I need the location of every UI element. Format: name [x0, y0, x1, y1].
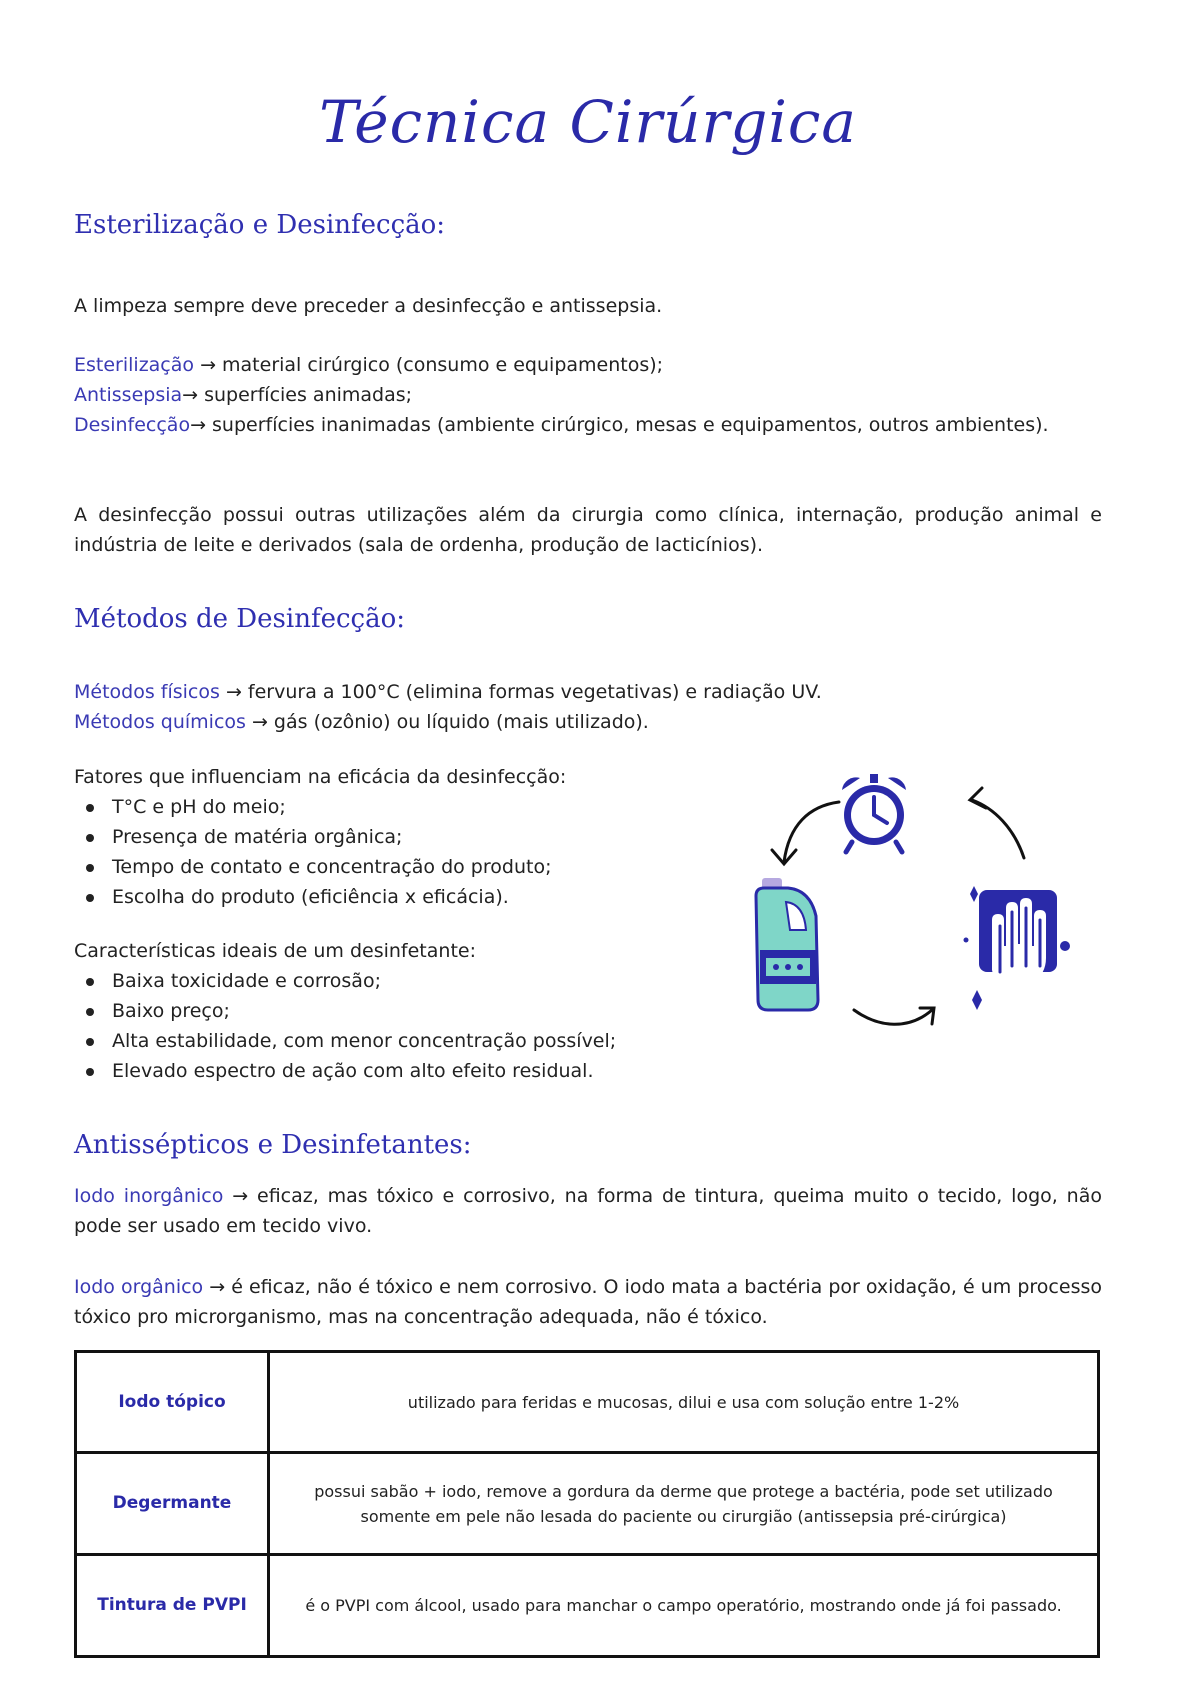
page-title: Técnica Cirúrgica [319, 88, 857, 156]
list-item: Presença de matéria orgânica; [74, 822, 774, 852]
term-organic-iodine: Iodo orgânico [74, 1276, 204, 1298]
definition-text: → superfícies animadas; [182, 384, 413, 406]
definition-text: → material cirúrgico (consumo e equipamentos); [194, 354, 664, 376]
definition-text: → superfícies inanimadas (ambiente cirúrgico, mesas e equipamentos, outros ambientes). [190, 414, 1049, 436]
term-inorganic-iodine: Iodo inorgânico [74, 1185, 224, 1207]
paragraph-text: → eficaz, mas tóxico e corrosivo, na forma de tintura, queima muito o tecido, logo, não pode ser usado em tecido vivo. [74, 1185, 1102, 1237]
cycle-arrow-icon [970, 788, 1024, 858]
alarm-clock-icon [842, 774, 906, 852]
paragraph-organic-iodine [74, 1272, 1102, 1332]
table-cell-description: possui sabão + iodo, remove a gordura da derme que protege a bactéria, pode set utilizado somente em pele não lesada do paciente ou cirurgião (antissepsia pré-cirúrgica) [269, 1453, 1099, 1555]
definition-disinfection [74, 410, 1102, 440]
table-cell-name: Iodo tópico [76, 1352, 269, 1453]
paragraph-text: → é eficaz, não é tóxico e nem corrosivo. O iodo mata a bactéria por oxidação, é um processo tóxico pro microrganismo, mas na concentração adequada, não é tóxico. [74, 1276, 1102, 1328]
term-chemical-methods: Métodos químicos [74, 711, 246, 733]
list-item: Escolha do produto (eficiência x eficácia). [74, 882, 774, 912]
method-text: → gás (ozônio) ou líquido (mais utilizado). [245, 711, 649, 733]
table-cell-description: utilizado para feridas e mucosas, dilui e usa com solução entre 1-2% [269, 1352, 1099, 1453]
disinfection-cycle-illustration [724, 770, 1144, 1050]
term-physical-methods: Métodos físicos [74, 681, 220, 703]
list-item: Alta estabilidade, com menor concentração possível; [74, 1026, 774, 1056]
method-physical [74, 677, 1102, 707]
definition-sterilization [74, 350, 1102, 380]
characteristics-list [74, 966, 774, 1086]
table-cell-description: é o PVPI com álcool, usado para manchar o campo operatório, mostrando onde já foi passado. [269, 1555, 1099, 1657]
list-item: Tempo de contato e concentração do produto; [74, 852, 774, 882]
table-cell-name: Degermante [76, 1453, 269, 1555]
section-heading-sterilization: Esterilização e Desinfecção: [74, 210, 446, 240]
cycle-arrow-icon [854, 1008, 934, 1024]
term-sterilization: Esterilização [74, 354, 195, 376]
characteristics-title: Características ideais de um desinfetante: [74, 940, 476, 962]
method-chemical [74, 707, 1102, 737]
table-row [76, 1555, 1099, 1657]
antiseptics-table [74, 1350, 1100, 1658]
disinfection-uses-paragraph: A desinfecção possui outras utilizações além da cirurgia como clínica, internação, produção animal e indústria de leite e derivados (sala de ordenha, produção de lacticínios). [74, 504, 1102, 556]
list-item: Elevado espectro de ação com alto efeito residual. [74, 1056, 774, 1086]
term-disinfection: Desinfecção [74, 414, 191, 436]
list-item: Baixo preço; [74, 996, 774, 1026]
section-heading-antiseptics: Antissépticos e Desinfetantes: [74, 1130, 472, 1160]
intro-paragraph: A limpeza sempre deve preceder a desinfecção e antissepsia. [74, 295, 663, 317]
list-item: Baixa toxicidade e corrosão; [74, 966, 774, 996]
cycle-arrow-icon [772, 802, 839, 864]
table-row [76, 1352, 1099, 1453]
list-item: T°C e pH do meio; [74, 792, 774, 822]
definition-antisepsis [74, 380, 1102, 410]
method-text: → fervura a 100°C (elimina formas vegetativas) e radiação UV. [219, 681, 822, 703]
table-row [76, 1453, 1099, 1555]
table-cell-name: Tintura de PVPI [76, 1555, 269, 1657]
cleaning-hand-icon [964, 886, 1071, 1010]
disinfectant-bottle-icon [756, 878, 818, 1010]
paragraph-inorganic-iodine [74, 1181, 1102, 1241]
term-antisepsis: Antissepsia [74, 384, 183, 406]
section-heading-methods: Métodos de Desinfecção: [74, 604, 405, 634]
factors-title: Fatores que influenciam na eficácia da desinfecção: [74, 766, 567, 788]
factors-list [74, 792, 774, 912]
